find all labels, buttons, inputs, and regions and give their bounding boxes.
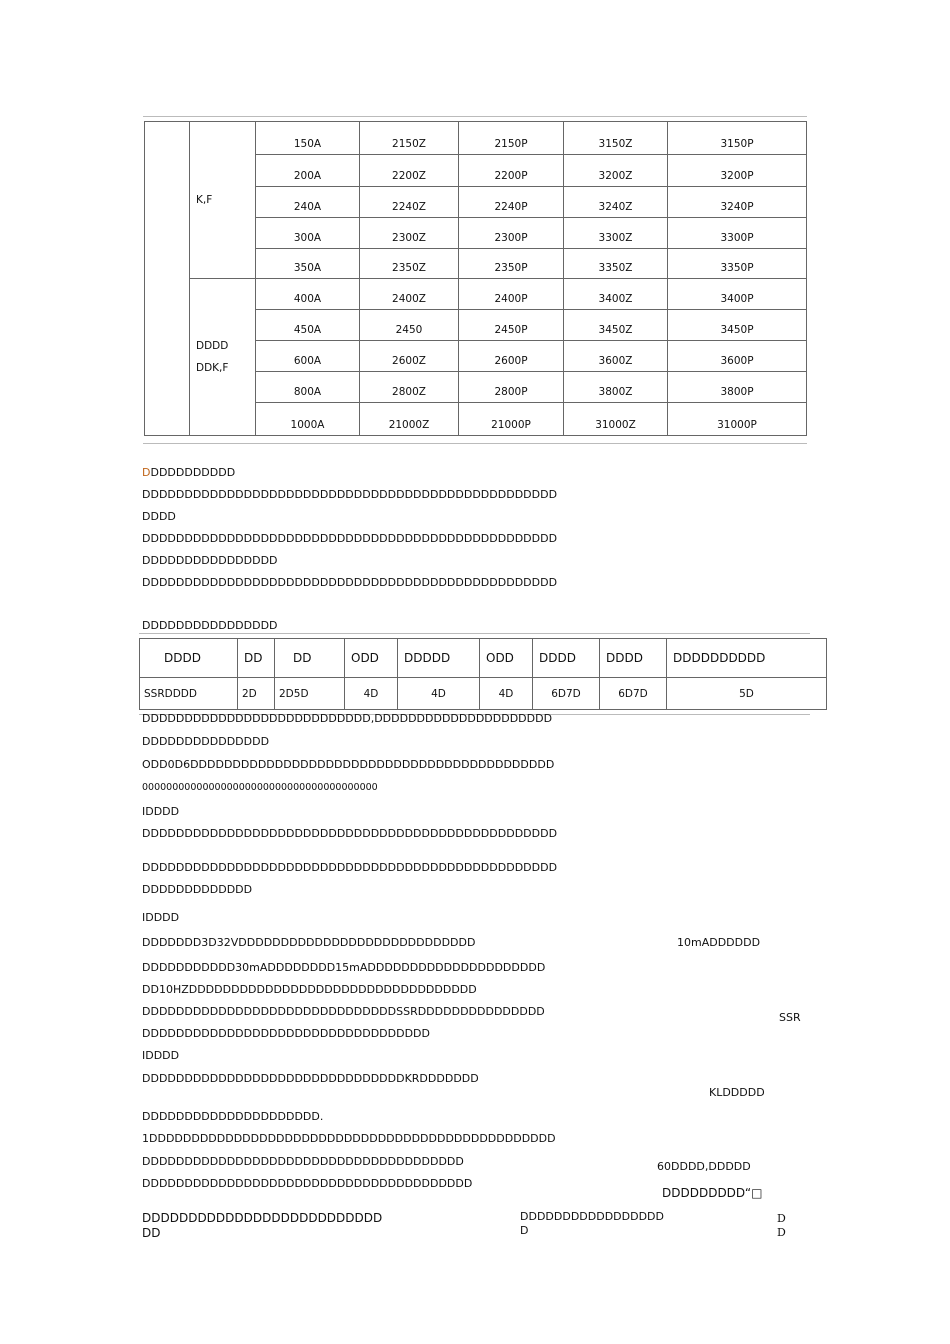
table1-cell: 600A <box>256 341 360 372</box>
table2-cell: 4D <box>480 678 533 710</box>
table1-cell: 2450P <box>459 310 564 341</box>
para2-right-note: DDDDDDDDD“□ <box>662 1186 763 1200</box>
para2-line: 1DDDDDDDDDDDDDDDDDDDDDDDDDDDDDDDDDDDDDDDDDDDDDDDD <box>142 1132 556 1145</box>
table1-cell: 3400P <box>668 279 807 310</box>
para1-line4: DDDDDDDDDDDDDDDDDDDDDDDDDDDDDDDDDDDDDDDDDDDDDDDDD <box>142 532 558 545</box>
para2-line: DD10HZDDDDDDDDDDDDDDDDDDDDDDDDDDDDDDDDDD <box>142 983 477 996</box>
table1-cell: 21000Z <box>360 403 459 436</box>
table1-cell: 350A <box>256 249 360 279</box>
table1-cell: 2150Z <box>360 122 459 155</box>
para1-line5: DDDDDDDDDDDDDDDD <box>142 554 278 567</box>
para2-line: DDDDDDDDDDD30mADDDDDDDD15mADDDDDDDDDDDDDDDDDDDDD <box>142 961 546 974</box>
table1-cell: 3350Z <box>564 249 668 279</box>
table1-cell: 450A <box>256 310 360 341</box>
table2-header-cell: ODD <box>345 639 398 678</box>
para2-line: DDDDDDD3D32VDDDDDDDDDDDDDDDDDDDDDDDDDDDD <box>142 936 476 949</box>
table1-cell: 3200P <box>668 155 807 187</box>
table1-cell: 2200Z <box>360 155 459 187</box>
table2-header-row <box>140 639 827 678</box>
table2-cell: SSRDDDD <box>140 678 238 710</box>
table1-cell: 3150Z <box>564 122 668 155</box>
table2-header-cell: DD <box>275 639 345 678</box>
table1-cell: 3600Z <box>564 341 668 372</box>
table1-cell: 3200Z <box>564 155 668 187</box>
table1-cell: 2800Z <box>360 372 459 403</box>
table1-cell: 3450P <box>668 310 807 341</box>
footer-right-line1: D <box>777 1212 786 1225</box>
table1-cell: 200A <box>256 155 360 187</box>
table1-cell: 2200P <box>459 155 564 187</box>
table1-cell: 800A <box>256 372 360 403</box>
table1-cell: 31000Z <box>564 403 668 436</box>
para2-line: DDDDDDDDDDDDDDDDDDDDDDDDDDD,DDDDDDDDDDDDDDDDDDDDD <box>142 712 553 725</box>
para2-line: DDDDDDDDDDDDDDDDDDDDDDDDDDDDDDDDDDDDDD <box>142 1155 464 1168</box>
para1-line6: DDDDDDDDDDDDDDDDDDDDDDDDDDDDDDDDDDDDDDDDDDDDDDDDD <box>142 576 558 589</box>
table2-header-cell: DDDD <box>140 639 238 678</box>
table2-header-cell: DDDDD <box>398 639 480 678</box>
table2-cell: 4D <box>398 678 480 710</box>
table1-cell: 400A <box>256 279 360 310</box>
table1-cell: 3450Z <box>564 310 668 341</box>
para2-line: IDDDD <box>142 1049 180 1062</box>
para2-right-note: 60DDDD,DDDDD <box>657 1160 751 1173</box>
table1-group-cell <box>190 122 256 279</box>
table2-cell: 4D <box>345 678 398 710</box>
table2-header-cell: DDDDDDDDDD <box>667 639 827 678</box>
table1-cell: 2350P <box>459 249 564 279</box>
table2-cell: 2D <box>238 678 275 710</box>
para2-line: 000000000000000000000000000000000000000 <box>142 782 378 793</box>
table1-cell: 2600P <box>459 341 564 372</box>
para2-line: DDDDDDDDDDDDDDDDDDDDDDDDDDDDDDDDDDDDDDD <box>142 1177 473 1190</box>
table1-cell: 1000A <box>256 403 360 436</box>
para2-right-note: 10mADDDDDD <box>677 936 761 949</box>
table1-cell: 3400Z <box>564 279 668 310</box>
para1-line1-rest: DDDDDDDDDD <box>150 466 236 479</box>
table1-group-label: K,F <box>196 194 213 206</box>
para2-line: IDDDD <box>142 805 180 818</box>
footer-mid-line1: DDDDDDDDDDDDDDDDD <box>520 1210 664 1223</box>
table1-cell: 3300P <box>668 218 807 249</box>
table1-cell: 3800Z <box>564 372 668 403</box>
table1-cell: 300A <box>256 218 360 249</box>
table1-cell: 2240P <box>459 187 564 218</box>
table1-cell: 2600Z <box>360 341 459 372</box>
table2-cell: 2D5D <box>275 678 345 710</box>
table1-cell: 2300P <box>459 218 564 249</box>
table1-group-label: DDK,F <box>196 362 229 374</box>
para2-line: DDDDDDDDDDDDDDDDDDDDDDDDDDDDDDDDDD <box>142 1027 430 1040</box>
table1-group-cell <box>190 279 256 436</box>
footer-left-line1: DDDDDDDDDDDDDDDDDDDDDDDDDD <box>142 1211 383 1225</box>
table1-cell: 150A <box>256 122 360 155</box>
table1-cell: 3150P <box>668 122 807 155</box>
para1-line3: DDDD <box>142 510 176 523</box>
table2-cell: 6D7D <box>600 678 667 710</box>
table1-cell: 3600P <box>668 341 807 372</box>
para2-line: DDDDDDDDDDDDDDDDDDDDD. <box>142 1110 324 1123</box>
rating-table <box>144 121 807 436</box>
table1-cell: 3240Z <box>564 187 668 218</box>
para1-line2: DDDDDDDDDDDDDDDDDDDDDDDDDDDDDDDDDDDDDDDDDDDDDDDDD <box>142 488 558 501</box>
table1-cell: 3300Z <box>564 218 668 249</box>
para2-right-note: KLDDDDD <box>709 1086 765 1099</box>
table1-cell: 2350Z <box>360 249 459 279</box>
table1-cell: 2450 <box>360 310 459 341</box>
table1-cell: 2150P <box>459 122 564 155</box>
table1-cell: 240A <box>256 187 360 218</box>
table1-cell: 2400Z <box>360 279 459 310</box>
table1-cell: 2300Z <box>360 218 459 249</box>
table1-cell: 2400P <box>459 279 564 310</box>
footer-right-line2: D <box>777 1226 786 1239</box>
para2-line: DDDDDDDDDDDDDDDDDDDDDDDDDDDDDDDDDDDDDDDDDDDDDDDDD <box>142 861 558 874</box>
table2-header-cell: ODD <box>480 639 533 678</box>
ssr-spec-table <box>139 638 827 710</box>
para1-first-char: D <box>142 466 151 479</box>
table2-cell: 5D <box>667 678 827 710</box>
para2-line: IDDDD <box>142 911 180 924</box>
footer-mid-line2: D <box>520 1224 529 1237</box>
para2-line: DDDDDDDDDDDDDDDDDDDDDDDDDDDDDDDKRDDDDDDD <box>142 1072 479 1085</box>
table2-header-cell: DDDD <box>600 639 667 678</box>
para2-line: DDDDDDDDDDDDDDD <box>142 735 270 748</box>
para2-line: DDDDDDDDDDDDDDDDDDDDDDDDDDDDDDDDDDDDDDDDDDDDDDDDD <box>142 827 558 840</box>
table2-data-row <box>140 678 827 710</box>
table2-cell: 6D7D <box>533 678 600 710</box>
table1-row <box>145 122 807 155</box>
table1-row <box>145 279 807 310</box>
table2-header-cell: DD <box>238 639 275 678</box>
table1-group-label: DDDD <box>196 340 229 352</box>
table2-header-cell: DDDD <box>533 639 600 678</box>
table1-cell: 21000P <box>459 403 564 436</box>
para2-line: DDDDDDDDDDDDD <box>142 883 253 896</box>
para2-line: ODD0D6DDDDDDDDDDDDDDDDDDDDDDDDDDDDDDDDDDDDDDDDDDD <box>142 758 555 771</box>
footer-left-line2: DD <box>142 1226 161 1240</box>
table1-cell: 3240P <box>668 187 807 218</box>
table1-cell: 3350P <box>668 249 807 279</box>
para1-line1 <box>142 467 235 478</box>
para2-line: DDDDDDDDDDDDDDDDDDDDDDDDDDDDDDSSRDDDDDDDDDDDDDDD <box>142 1005 545 1018</box>
table2-caption: DDDDDDDDDDDDDDDD <box>142 619 278 632</box>
table1-cell: 2800P <box>459 372 564 403</box>
para2-right-note: SSR <box>779 1011 801 1024</box>
table1-cell: 2240Z <box>360 187 459 218</box>
table1-cell: 3800P <box>668 372 807 403</box>
table1-cell: 31000P <box>668 403 807 436</box>
table1-outer-cell <box>145 122 190 436</box>
